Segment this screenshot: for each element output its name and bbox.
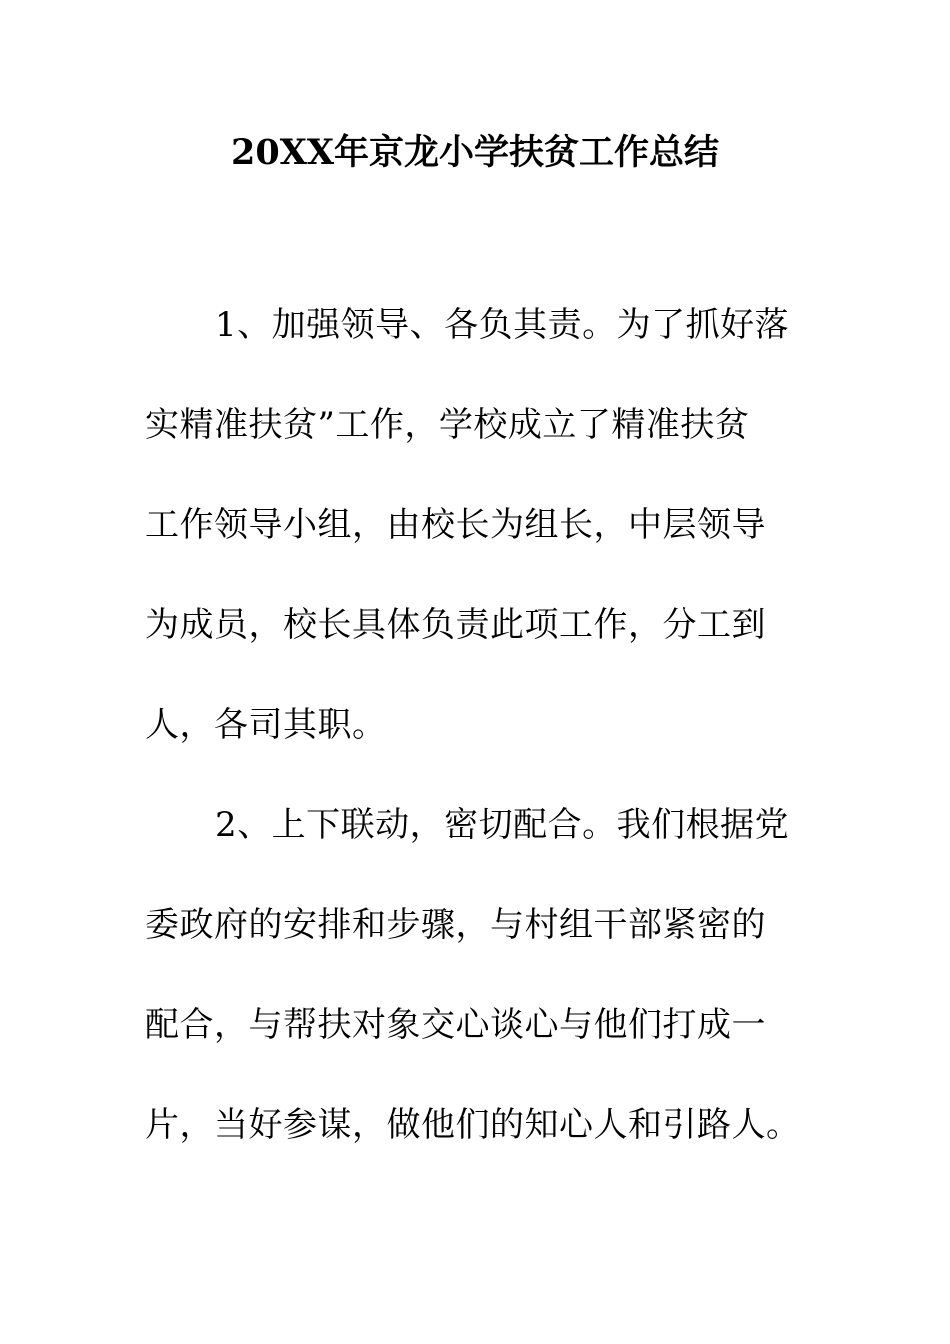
paragraph-1-line-1: 1、加强领导、各负其责。为了抓好落	[215, 305, 790, 345]
document-title: 20XX年京龙小学扶贫工作总结	[230, 132, 720, 173]
paragraph-1-line-2: 实精准扶贫”工作，学校成立了精准扶贫	[145, 405, 750, 445]
paragraph-2-line-4: 片，当好参谋，做他们的知心人和引路人。	[145, 1105, 801, 1145]
paragraph-2-line-2: 委政府的安排和步骤，与村组干部紧密的	[145, 905, 766, 945]
paragraph-2-line-1: 2、上下联动，密切配合。我们根据党	[215, 805, 790, 845]
paragraph-1-line-4: 为成员，校长具体负责此项工作，分工到	[145, 605, 766, 645]
paragraph-2-line-3: 配合，与帮扶对象交心谈心与他们打成一	[145, 1005, 766, 1045]
paragraph-1-line-3: 工作领导小组，由校长为组长，中层领导	[145, 505, 766, 545]
paragraph-1-line-5: 人，各司其职。	[145, 705, 387, 745]
